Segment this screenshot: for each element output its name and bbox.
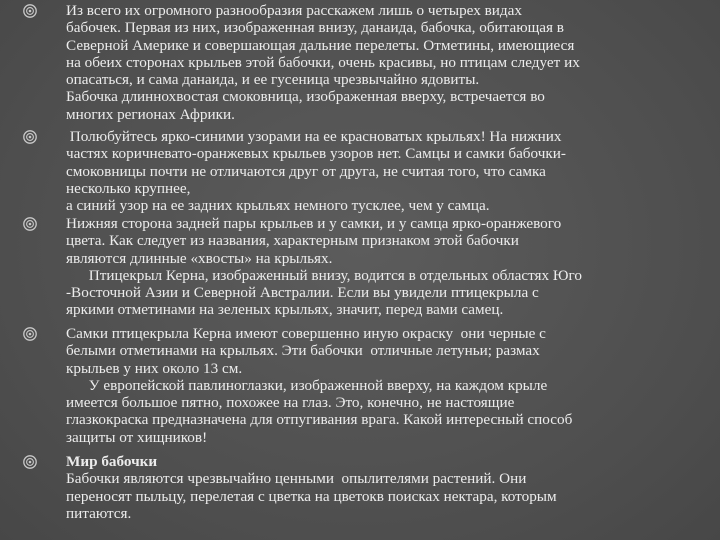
bullet-text-line: многих регионах Африки. <box>66 105 235 123</box>
bullet-text-line: опасаться, и сама данаида, и ее гусеница чрезвычайно ядовиты. <box>66 71 480 89</box>
target-bullet-icon <box>22 3 38 19</box>
bullet-text-line: Нижняя сторона задней пары крыльев и у самки, и у самца ярко-оранжевого <box>66 215 562 232</box>
bullet-item <box>22 2 580 123</box>
target-bullet-icon <box>22 216 38 232</box>
bullet-text-line: Полюбуйтесь ярко-синими узорами на ее красноватых крыльях! На нижних <box>66 128 562 145</box>
bullet-text-line: несколько крупнее, <box>66 179 191 197</box>
bullet-text-line: глазкокраска предназначена для отпугивания врага. Какой интересный способ <box>66 411 573 429</box>
bullet-text-line: смоковницы почти не отличаются друг от друга, не считая того, что самка <box>66 162 546 180</box>
target-bullet-icon <box>22 454 38 470</box>
bullet-text-line: защиты от хищников! <box>66 428 208 446</box>
bullet-text-line: имеется большое пятно, похожее на глаз. Это, конечно, не настоящие <box>66 394 515 412</box>
bullet-item <box>22 215 582 319</box>
bullet-text-line: -Восточной Азии и Северной Австралии. Если вы увидели птицекрыла с <box>66 284 539 302</box>
bullet-text-line: а синий узор на ее задних крыльях немного тусклее, чем у самца. <box>66 197 490 215</box>
bullet-text-line: Птицекрыл Керна, изображенный внизу, водится в отдельных областях Юго <box>66 266 582 284</box>
bullet-text-line: цвета. Как следует из названия, характерным признаком этой бабочки <box>66 232 519 250</box>
target-bullet-icon <box>22 326 38 342</box>
bullet-text-line: питаются. <box>66 504 132 522</box>
bullet-item <box>22 453 557 522</box>
bullet-text-line: частях коричневато-оранжевых крыльев узоров нет. Самцы и самки бабочки- <box>66 145 566 163</box>
bullet-text-line: яркими отметинами на зеленых крыльях, значит, перед вами самец. <box>66 301 504 319</box>
bullet-text-line: крыльев у них около 13 см. <box>66 359 243 377</box>
bullet-text-line: Северной Америке и совершающая дальние перелеты. Отметины, имеющиеся <box>66 36 575 54</box>
bullet-heading: Мир бабочки <box>66 453 158 470</box>
bullet-text-line: на обеих сторонах крыльев этой бабочки, очень красивы, но птицам следует их <box>66 53 580 71</box>
bullet-text-line: белыми отметинами на крыльях. Эти бабочки отличные летуньи; размах <box>66 342 540 360</box>
bullet-text-line: бабочек. Первая из них, изображенная внизу, данаида, бабочка, обитающая в <box>66 19 564 37</box>
bullet-item <box>22 325 572 446</box>
target-bullet-icon <box>22 129 38 145</box>
bullet-text-line: Из всего их огромного разнообразия расскажем лишь о четырех видах <box>66 2 522 19</box>
bullet-text-line: Бабочки являются чрезвычайно ценными опылителями растений. Они <box>66 470 527 488</box>
bullet-text-line: У европейской павлиноглазки, изображенной вверху, на каждом крыле <box>66 376 548 394</box>
bullet-text-line: переносят пыльцу, перелетая с цветка на цветокв поисках нектара, которым <box>66 487 557 505</box>
bullet-item <box>22 128 566 214</box>
bullet-text-line: являются длинные «хвосты» на крыльях. <box>66 249 333 267</box>
bullet-text-line: Самки птицекрыла Керна имеют совершенно иную окраску они черные с <box>66 325 546 342</box>
bullet-text-line: Бабочка длиннохвостая смоковница, изображенная вверху, встречается во <box>66 88 545 106</box>
